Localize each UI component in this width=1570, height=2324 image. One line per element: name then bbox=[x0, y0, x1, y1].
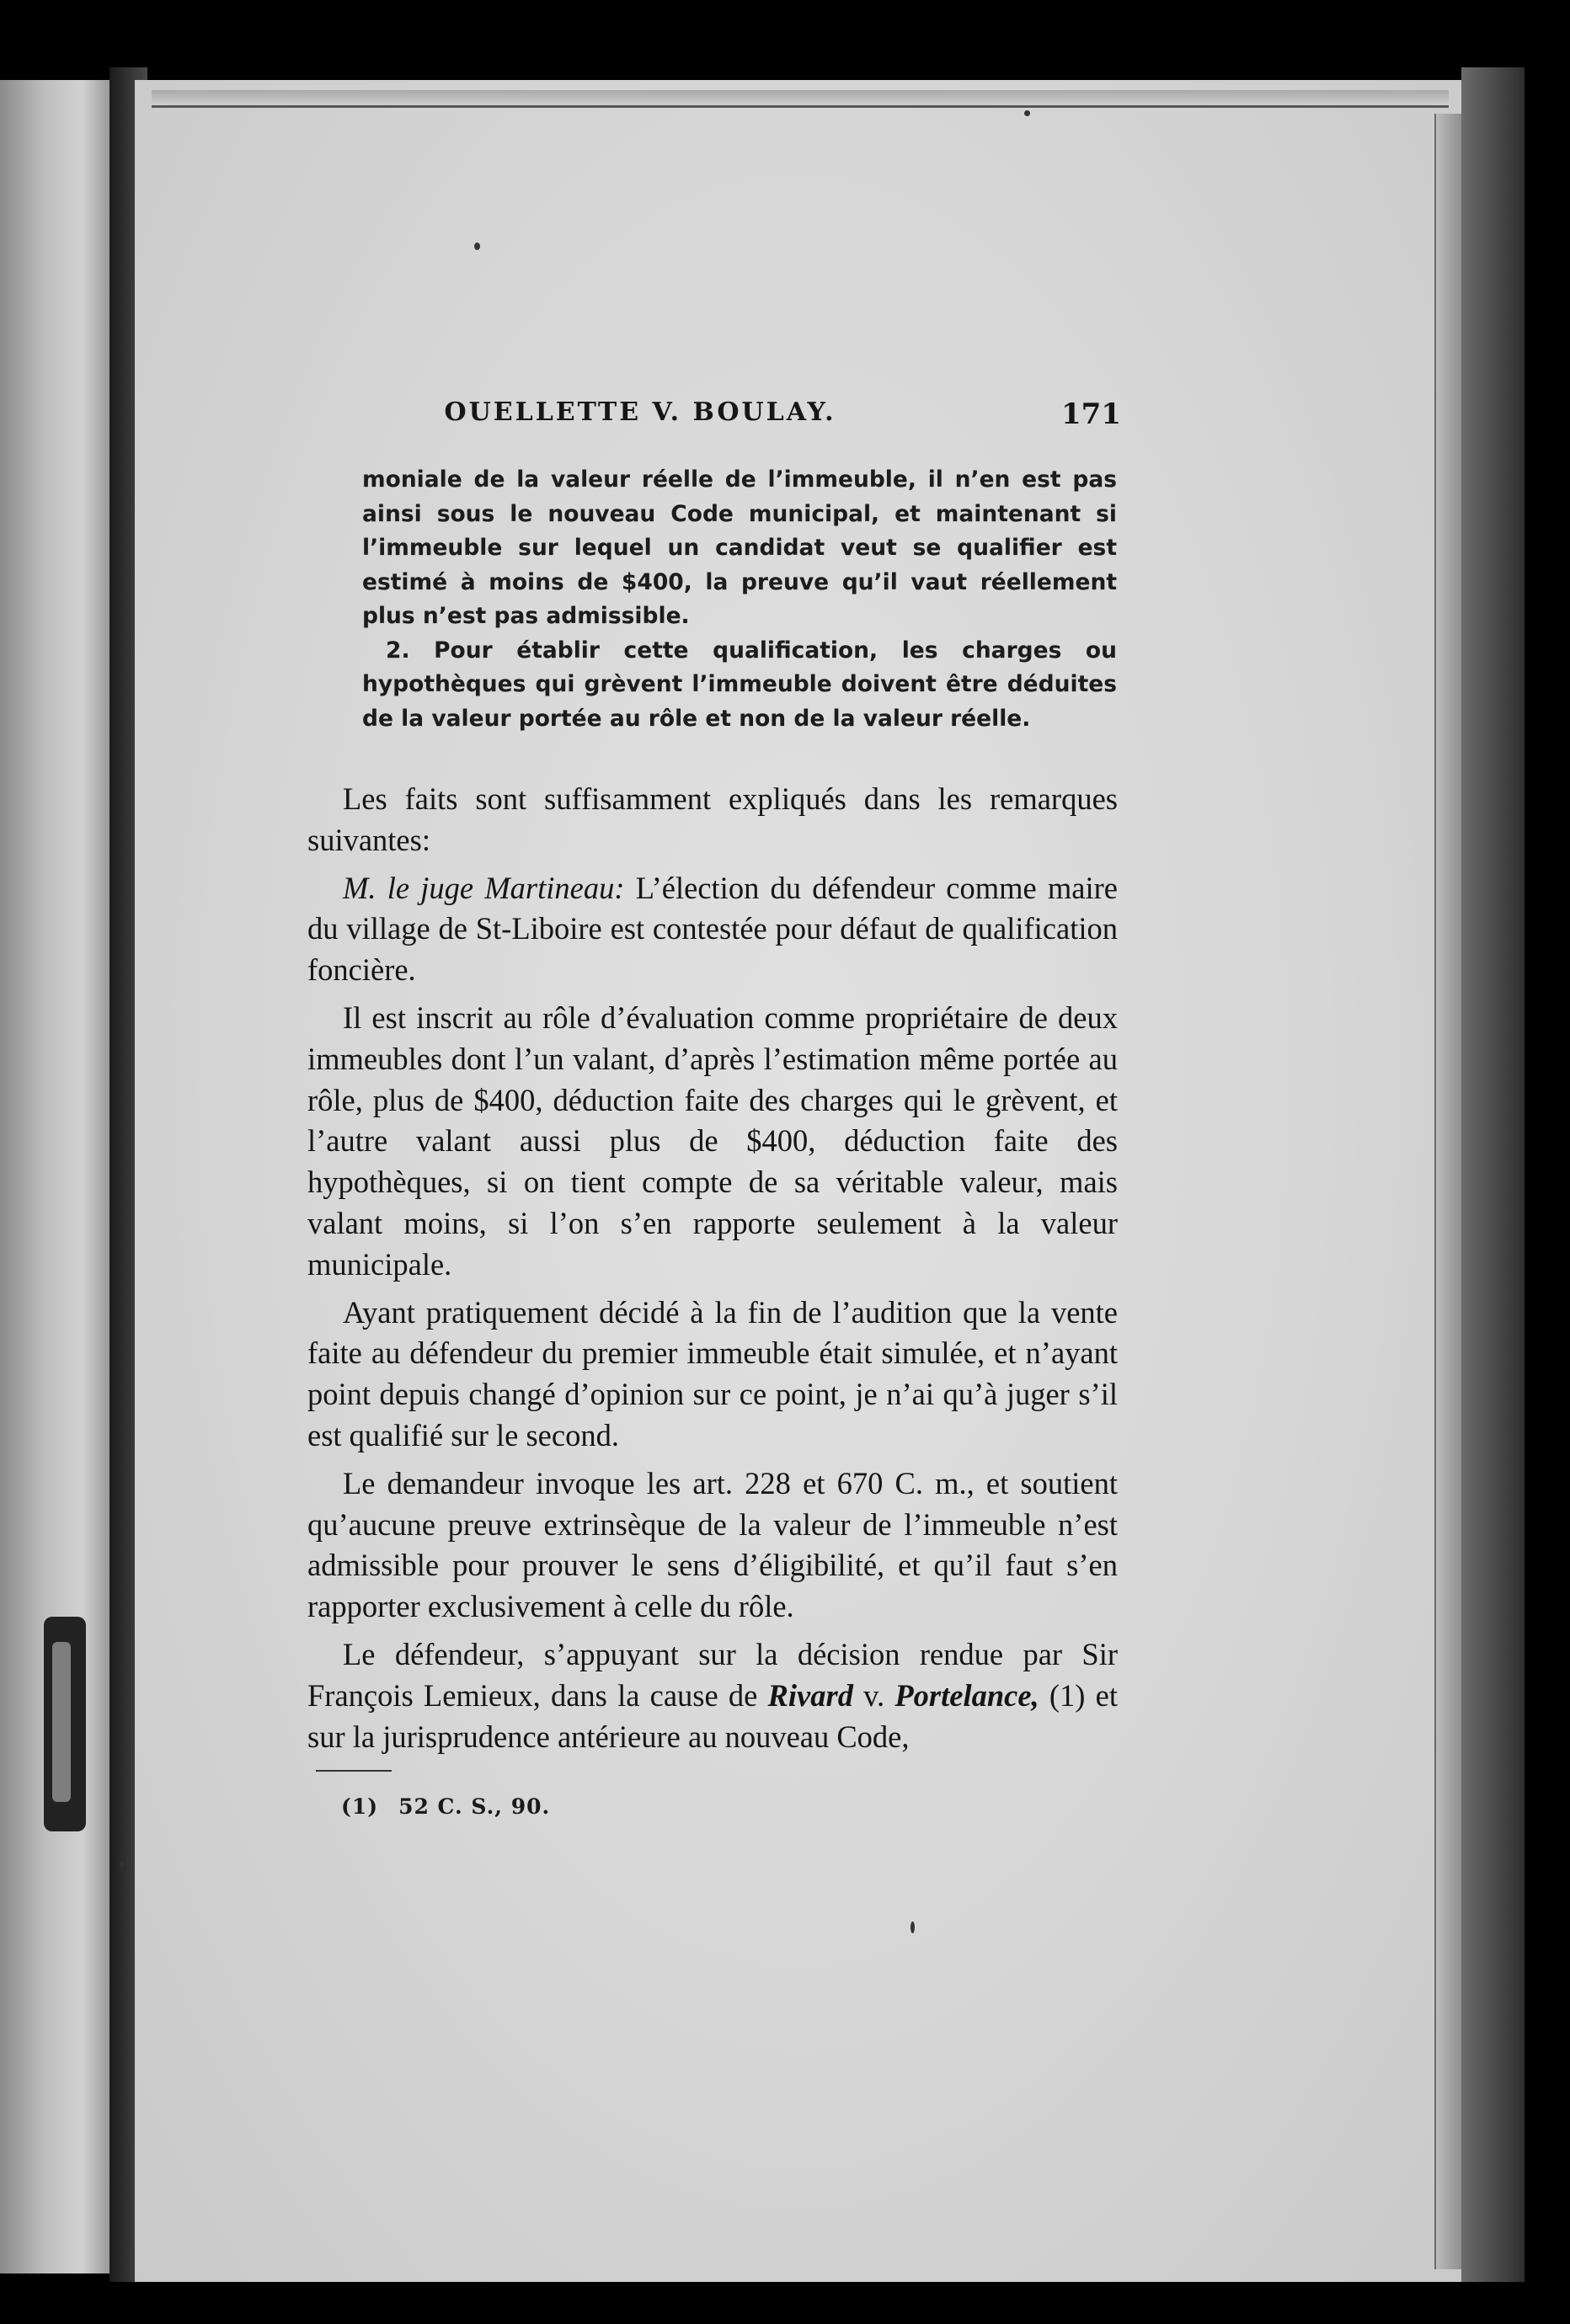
case-party-1: Rivard bbox=[767, 1677, 853, 1713]
case-party-2: Portelance, bbox=[894, 1677, 1039, 1713]
headnote-paragraph-2: 2. Pour établir cette qualification, les charges ou hypothèques qui grèvent l’immeuble doivent être déduites de la valeur portée au rôle et non de la valeur réelle. bbox=[362, 637, 1117, 732]
scan-speck bbox=[1024, 110, 1030, 116]
scan-speck bbox=[120, 1861, 124, 1868]
running-title: OUELLETTE V. BOULAY. bbox=[444, 397, 836, 427]
body-paragraph-1: Les faits sont suffisamment expliqués dans les remarques suivantes: bbox=[307, 781, 1118, 857]
body-paragraph-6-end: (1) et sur la jurisprudence antérieure au nouveau Code, bbox=[307, 1677, 1118, 1754]
binding-tape bbox=[44, 1617, 86, 1831]
body-paragraph-6 bbox=[307, 1634, 1118, 1757]
footnote-rule bbox=[316, 1770, 392, 1772]
page-top-edge bbox=[152, 90, 1449, 108]
body-paragraph-5: Le demandeur invoque les art. 228 et 670 C. m., et soutient qu’aucune preuve extrinsèque de la valeur de l’immeuble n’est admissible pour prouver le sens d’éligibilité, et qu’il faut s’en rapporter exclusivement à celle du rôle. bbox=[307, 1465, 1118, 1624]
scan-speck bbox=[910, 1922, 915, 1933]
case-versus: v. bbox=[852, 1677, 895, 1713]
page-right-edge bbox=[1434, 114, 1461, 2269]
body-paragraph-2-text: L’élection du défendeur comme maire du village de St-Liboire est contestée pour défaut de qualification foncière. bbox=[307, 870, 1118, 988]
footnote bbox=[341, 1794, 570, 1819]
outer-right-edge bbox=[1461, 67, 1525, 2282]
body-paragraph-6-start: Le défendeur, s’appuyant sur la décision rendue par Sir François Lemieux, dans la cause de bbox=[307, 1636, 1118, 1713]
body-paragraph-3: Il est inscrit au rôle d’évaluation comme propriétaire de deux immeubles dont l’un valant, d’après l’estimation même portée au rôle, plus de $400, déduction faite des charges qui le grèvent, et l’autre valant aussi plus de $400, déduction faite des hypothèques, si on tient compte de sa véritable valeur, mais valant moins, si l’on s’en rapporte seulement à la valeur municipale. bbox=[307, 999, 1118, 1282]
footnote-marker: (1) bbox=[341, 1794, 379, 1819]
left-page-edge bbox=[0, 80, 109, 2273]
judge-name: M. le juge Martineau: bbox=[343, 870, 625, 905]
headnote-paragraph-1: moniale de la valeur réelle de l’immeuble, il n’en est pas ainsi sous le nouveau Code municipal, et maintenant si l’immeuble sur lequel un candidat veut se qualifier est estimé à moins de $400, la preuve qu’il vaut réellement plus n’est pas admissible. bbox=[362, 466, 1117, 629]
body-paragraph-2 bbox=[307, 868, 1118, 991]
scan-speck bbox=[474, 243, 480, 250]
body-paragraph-4: Ayant pratiquement décidé à la fin de l’audition que la vente faite au défendeur du premier immeuble était simulée, et n’ayant point depuis changé d’opinion sur ce point, je n’ai qu’à juger s’il est qualifié sur le second. bbox=[307, 1294, 1118, 1452]
page-number: 171 bbox=[1061, 397, 1121, 431]
body-text bbox=[307, 779, 1118, 1764]
footnote-citation: 52 C. S., 90. bbox=[398, 1794, 551, 1819]
headnote bbox=[362, 463, 1117, 736]
page-header bbox=[307, 397, 1150, 448]
